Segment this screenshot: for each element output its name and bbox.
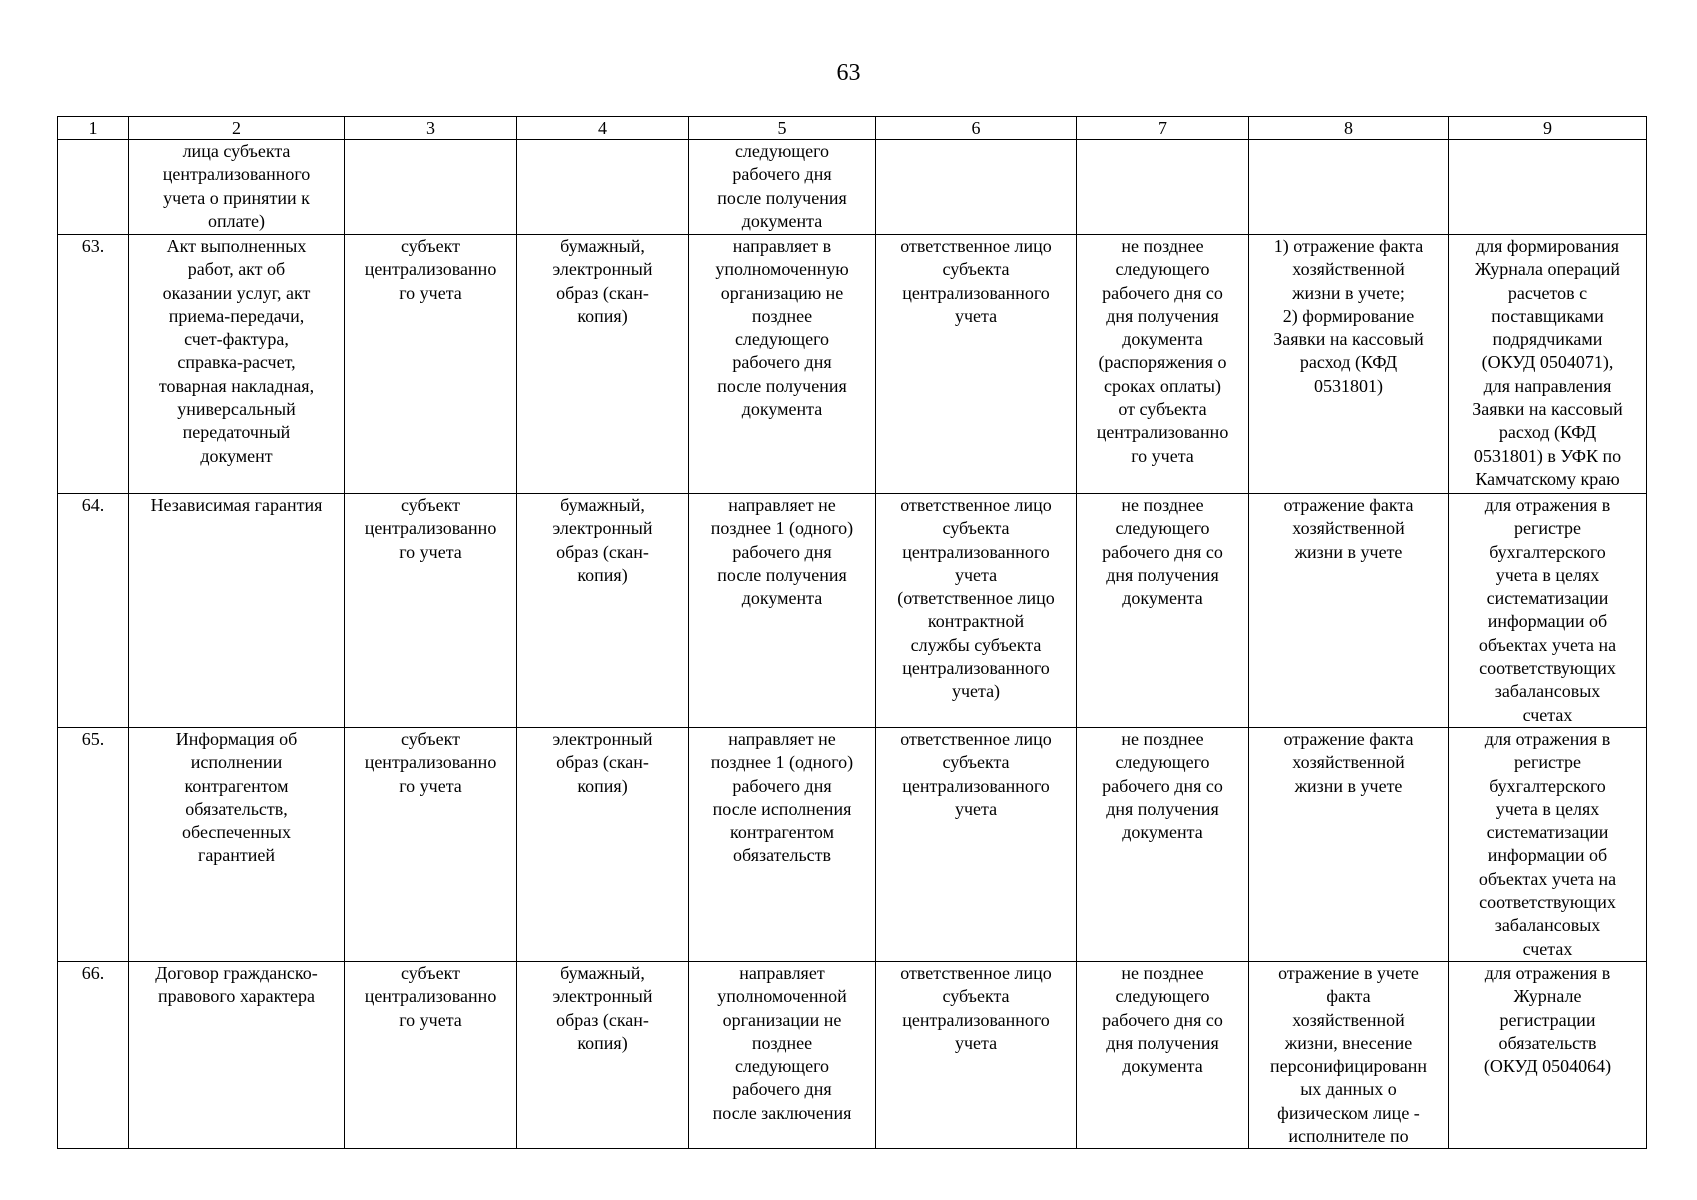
processing-term-cell: не позднее следующего рабочего дня со дня получения документа	[1077, 962, 1249, 1149]
format-cell	[517, 140, 689, 235]
table-header-row	[58, 117, 1647, 140]
submission-term-cell: направляет не позднее 1 (одного) рабочего дня после исполнения контрагентом обязательств	[689, 728, 876, 962]
responsible-cell: ответственное лицо субъекта централизованного учета (ответственное лицо контрактной службы субъекта централизованного учета)	[876, 494, 1077, 728]
submission-term-cell: следующего рабочего дня после получения документа	[689, 140, 876, 235]
row-number-cell: 63.	[58, 235, 129, 494]
document-name-cell: Информация об исполнении контрагентом обязательств, обеспеченных гарантией	[129, 728, 345, 962]
action-cell: отражение факта хозяйственной жизни в учете	[1249, 494, 1449, 728]
row-number-cell: 66.	[58, 962, 129, 1149]
table-row	[58, 235, 1647, 494]
submission-term-cell: направляет уполномоченной организации не позднее следующего рабочего дня после заключения	[689, 962, 876, 1149]
column-number-9: 9	[1449, 117, 1647, 140]
purpose-cell: для отражения в регистре бухгалтерского учета в целях систематизации информации об объектах учета на соответствующих забалансовых счетах	[1449, 494, 1647, 728]
purpose-cell: для формирования Журнала операций расчетов с поставщиками подрядчиками (ОКУД 0504071), для направления Заявки на кассовый расход (КФД 0531801) в УФК по Камчатскому краю	[1449, 235, 1647, 494]
responsible-cell: ответственное лицо субъекта централизованного учета	[876, 962, 1077, 1149]
row-number-cell: 65.	[58, 728, 129, 962]
column-number-4: 4	[517, 117, 689, 140]
table-row	[58, 140, 1647, 235]
purpose-cell: для отражения в регистре бухгалтерского учета в целях систематизации информации об объектах учета на соответствующих забалансовых счетах	[1449, 728, 1647, 962]
processing-term-cell: не позднее следующего рабочего дня со дня получения документа	[1077, 494, 1249, 728]
processing-term-cell: не позднее следующего рабочего дня со дня получения документа	[1077, 728, 1249, 962]
column-number-6: 6	[876, 117, 1077, 140]
format-cell: бумажный, электронный образ (скан- копия)	[517, 235, 689, 494]
table-row	[58, 494, 1647, 728]
format-cell: бумажный, электронный образ (скан- копия)	[517, 962, 689, 1149]
format-cell: электронный образ (скан- копия)	[517, 728, 689, 962]
purpose-cell: для отражения в Журнале регистрации обязательств (ОКУД 0504064)	[1449, 962, 1647, 1149]
document-table	[57, 116, 1647, 1149]
column-number-1: 1	[58, 117, 129, 140]
document-name-cell: Акт выполненных работ, акт об оказании услуг, акт приема-передачи, счет-фактура, справка-расчет, товарная накладная, универсальный передаточный документ	[129, 235, 345, 494]
creator-cell: субъект централизованно го учета	[345, 494, 517, 728]
row-number-cell: 64.	[58, 494, 129, 728]
column-number-8: 8	[1249, 117, 1449, 140]
responsible-cell: ответственное лицо субъекта централизованного учета	[876, 728, 1077, 962]
format-cell: бумажный, электронный образ (скан- копия)	[517, 494, 689, 728]
action-cell: 1) отражение факта хозяйственной жизни в учете; 2) формирование Заявки на кассовый расход (КФД 0531801)	[1249, 235, 1449, 494]
column-number-2: 2	[129, 117, 345, 140]
processing-term-cell	[1077, 140, 1249, 235]
document-name-cell: Независимая гарантия	[129, 494, 345, 728]
responsible-cell: ответственное лицо субъекта централизованного учета	[876, 235, 1077, 494]
table-row	[58, 962, 1647, 1149]
row-number-cell	[58, 140, 129, 235]
submission-term-cell: направляет в уполномоченную организацию не позднее следующего рабочего дня после получения документа	[689, 235, 876, 494]
creator-cell: субъект централизованно го учета	[345, 235, 517, 494]
page-number: 63	[836, 60, 861, 86]
creator-cell	[345, 140, 517, 235]
column-number-3: 3	[345, 117, 517, 140]
submission-term-cell: направляет не позднее 1 (одного) рабочего дня после получения документа	[689, 494, 876, 728]
processing-term-cell: не позднее следующего рабочего дня со дня получения документа (распоряжения о сроках оплаты) от субъекта централизованно го учета	[1077, 235, 1249, 494]
action-cell: отражение в учете факта хозяйственной жизни, внесение персонифицированн ых данных о физическом лице - исполнителе по	[1249, 962, 1449, 1149]
creator-cell: субъект централизованно го учета	[345, 728, 517, 962]
column-number-5: 5	[689, 117, 876, 140]
action-cell: отражение факта хозяйственной жизни в учете	[1249, 728, 1449, 962]
responsible-cell	[876, 140, 1077, 235]
document-name-cell: Договор гражданско- правового характера	[129, 962, 345, 1149]
purpose-cell	[1449, 140, 1647, 235]
document-name-cell: лица субъекта централизованного учета о принятии к оплате)	[129, 140, 345, 235]
table-row	[58, 728, 1647, 962]
creator-cell: субъект централизованно го учета	[345, 962, 517, 1149]
column-number-7: 7	[1077, 117, 1249, 140]
action-cell	[1249, 140, 1449, 235]
